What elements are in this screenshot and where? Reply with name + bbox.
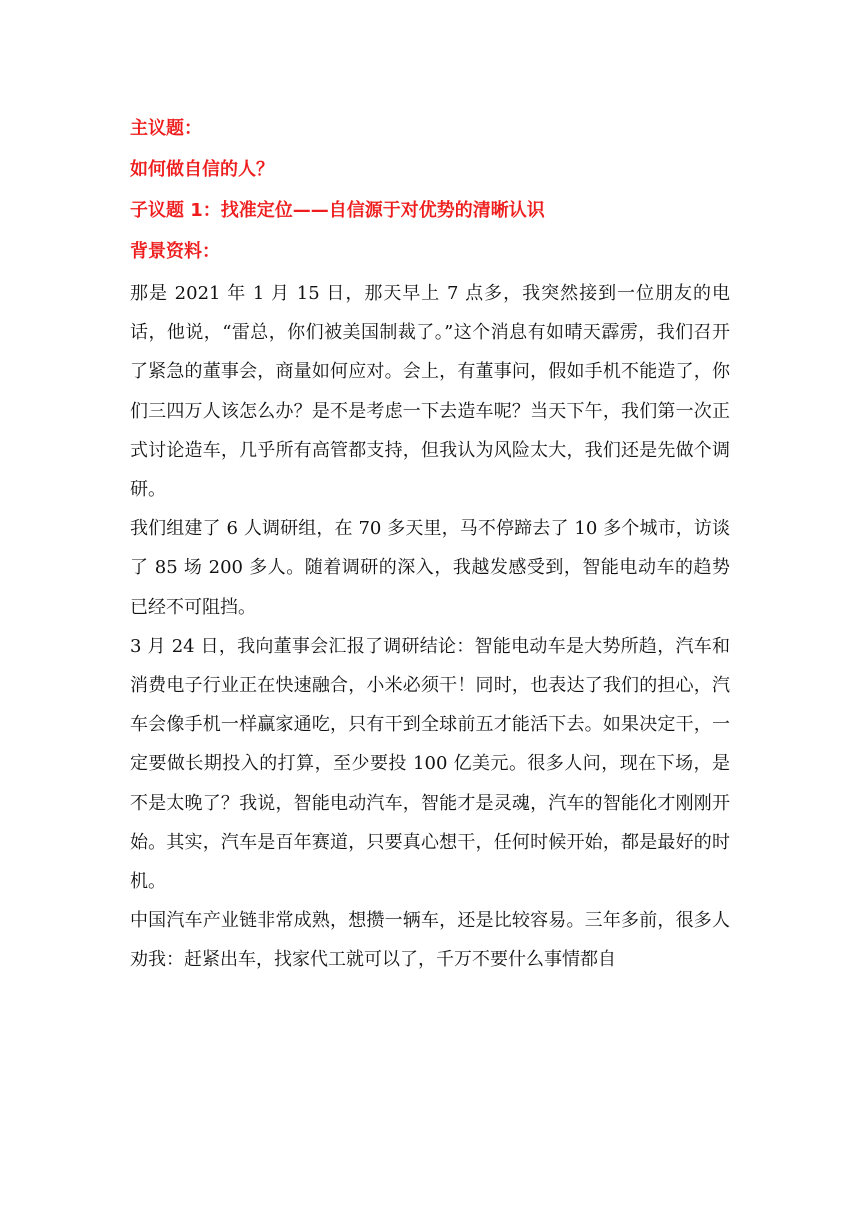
paragraph-1: 那是 2021 年 1 月 15 日，那天早上 7 点多，我突然接到一位朋友的电话，他说，“雷总，你们被美国制裁了。”这个消息有如晴天霹雳，我们召开了紧急的董事会，商量如何应对。会上，有董事问，假如手机不能造了，你们三四万人该怎么办？是不是考虑一下去造车呢？当天下午，我们第一次正式讨论造车，几乎所有高管都支持，但我认为风险太大，我们还是先做个调研。 (130, 283, 730, 501)
main-topic-question: 如何做自信的人？ (130, 159, 274, 180)
paragraph-2: 我们组建了 6 人调研组，在 70 多天里，马不停蹄去了 10 多个城市，访谈了 85 场 200 多人。随着调研的深入，我越发感受到，智能电动车的趋势已经不可阻挡。 (130, 518, 730, 618)
document-body (130, 110, 730, 980)
paragraph-3: 3 月 24 日，我向董事会汇报了调研结论：智能电动车是大势所趋，汽车和消费电子行业正在快速融合，小米必须干！同时，也表达了我们的担心，汽车会像手机一样赢家通吃，只有干到全球前五才能活下去。如果决定干，一定要做长期投入的打算，至少要投 100 亿美元。很多人问，现在下场，是不是太晚了？我说，智能电动汽车，智能才是灵魂，汽车的智能化才刚刚开始。其实，汽车是百年赛道，只要真心想干，任何时候开始，都是最好的时机。 (130, 635, 730, 893)
subtopic-1-title: 子议题 1：找准定位——自信源于对优势的清晰认识 (130, 200, 545, 221)
main-topic-label: 主议题： (130, 118, 202, 139)
paragraph-4: 中国汽车产业链非常成熟，想攒一辆车，还是比较容易。三年多前，很多人劝我：赶紧出车，找家代工就可以了，千万不要什么事情都自 (130, 910, 730, 971)
background-label: 背景资料： (130, 241, 220, 262)
